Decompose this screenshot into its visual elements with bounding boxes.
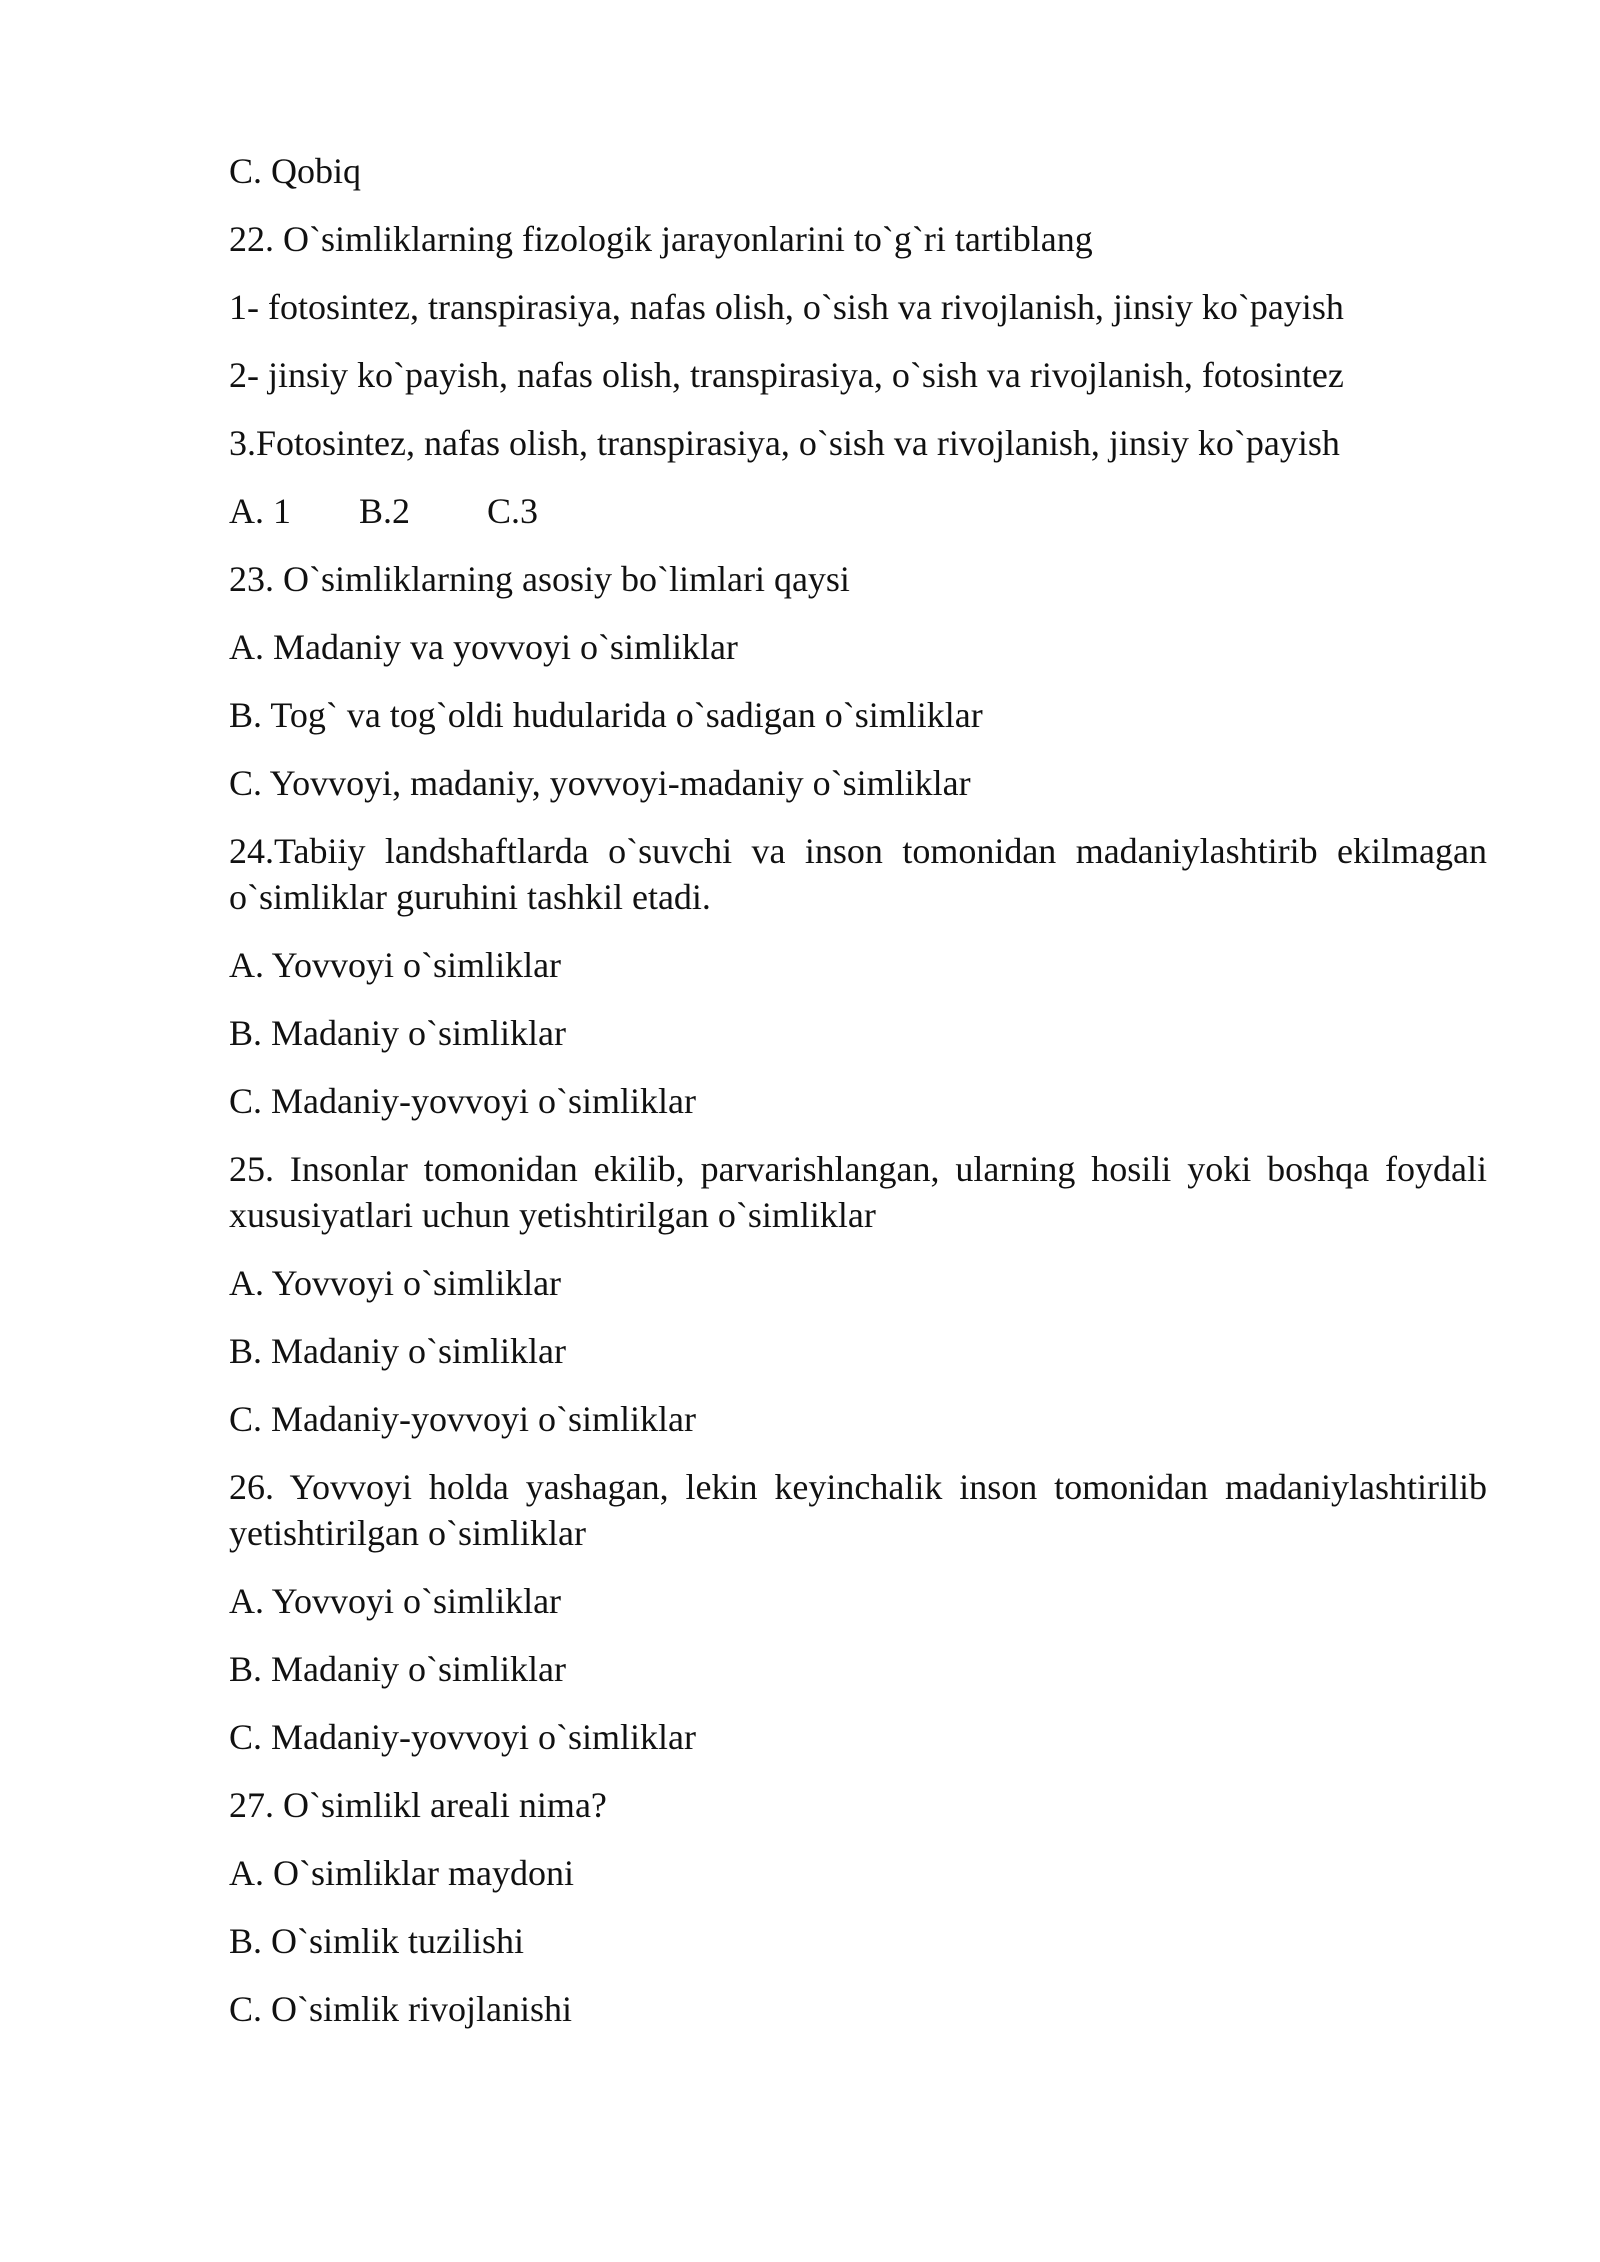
answer-option-c: C.3 bbox=[487, 491, 539, 531]
answer-option: B. Madaniy o`simliklar bbox=[229, 1331, 566, 1371]
answer-option: C. O`simlik rivojlanishi bbox=[229, 1989, 573, 2029]
sequence-option-2: 2- jinsiy ko`payish, nafas olish, transpirasiya, o`sish va rivojlanish, fotosintez bbox=[229, 355, 1344, 395]
answer-option: C. Madaniy-yovvoyi o`simliklar bbox=[229, 1399, 696, 1439]
answer-option: B. Tog` va tog`oldi hudularida o`sadigan o`simliklar bbox=[229, 695, 983, 735]
answer-option: A. Yovvoyi o`simliklar bbox=[229, 945, 562, 985]
answer-option: C. Madaniy-yovvoyi o`simliklar bbox=[229, 1081, 696, 1121]
question-25: 25. Insonlar tomonidan ekilib, parvarishlangan, ularning hosili yoki boshqa foydali xususiyatlari uchun yetishtirilgan o`simliklar bbox=[229, 1149, 1487, 1235]
answer-option: B. Madaniy o`simliklar bbox=[229, 1013, 566, 1053]
answer-option-a: A. 1 bbox=[229, 491, 291, 531]
answer-option: C. Madaniy-yovvoyi o`simliklar bbox=[229, 1717, 696, 1757]
answer-option: C. Yovvoyi, madaniy, yovvoyi-madaniy o`simliklar bbox=[229, 763, 971, 803]
question-23: 23. O`simliklarning asosiy bo`limlari qaysi bbox=[229, 559, 850, 599]
question-26: 26. Yovvoyi holda yashagan, lekin keyinchalik inson tomonidan madaniylashtirilib yetishtirilgan o`simliklar bbox=[229, 1467, 1487, 1553]
document-body bbox=[229, 148, 1487, 2054]
question-27: 27. O`simlikl areali nima? bbox=[229, 1785, 607, 1825]
answer-option: B. Madaniy o`simliklar bbox=[229, 1649, 566, 1689]
answer-option: A. Madaniy va yovvoyi o`simliklar bbox=[229, 627, 738, 667]
question-22-answers bbox=[229, 488, 1487, 534]
question-24: 24.Tabiiy landshaftlarda o`suvchi va inson tomonidan madaniylashtirib ekilmagan o`simliklar guruhini tashkil etadi. bbox=[229, 831, 1487, 917]
answer-option: C. Qobiq bbox=[229, 151, 362, 191]
answer-option: A. Yovvoyi o`simliklar bbox=[229, 1581, 562, 1621]
answer-option: A. Yovvoyi o`simliklar bbox=[229, 1263, 562, 1303]
sequence-option-1: 1- fotosintez, transpirasiya, nafas olish, o`sish va rivojlanish, jinsiy ko`payish bbox=[229, 287, 1344, 327]
answer-option-b: B.2 bbox=[359, 491, 411, 531]
sequence-option-3: 3.Fotosintez, nafas olish, transpirasiya, o`sish va rivojlanish, jinsiy ko`payish bbox=[229, 423, 1340, 463]
answer-option: A. O`simliklar maydoni bbox=[229, 1853, 574, 1893]
question-22: 22. O`simliklarning fizologik jarayonlarini to`g`ri tartiblang bbox=[229, 219, 1093, 259]
answer-option: B. O`simlik tuzilishi bbox=[229, 1921, 525, 1961]
